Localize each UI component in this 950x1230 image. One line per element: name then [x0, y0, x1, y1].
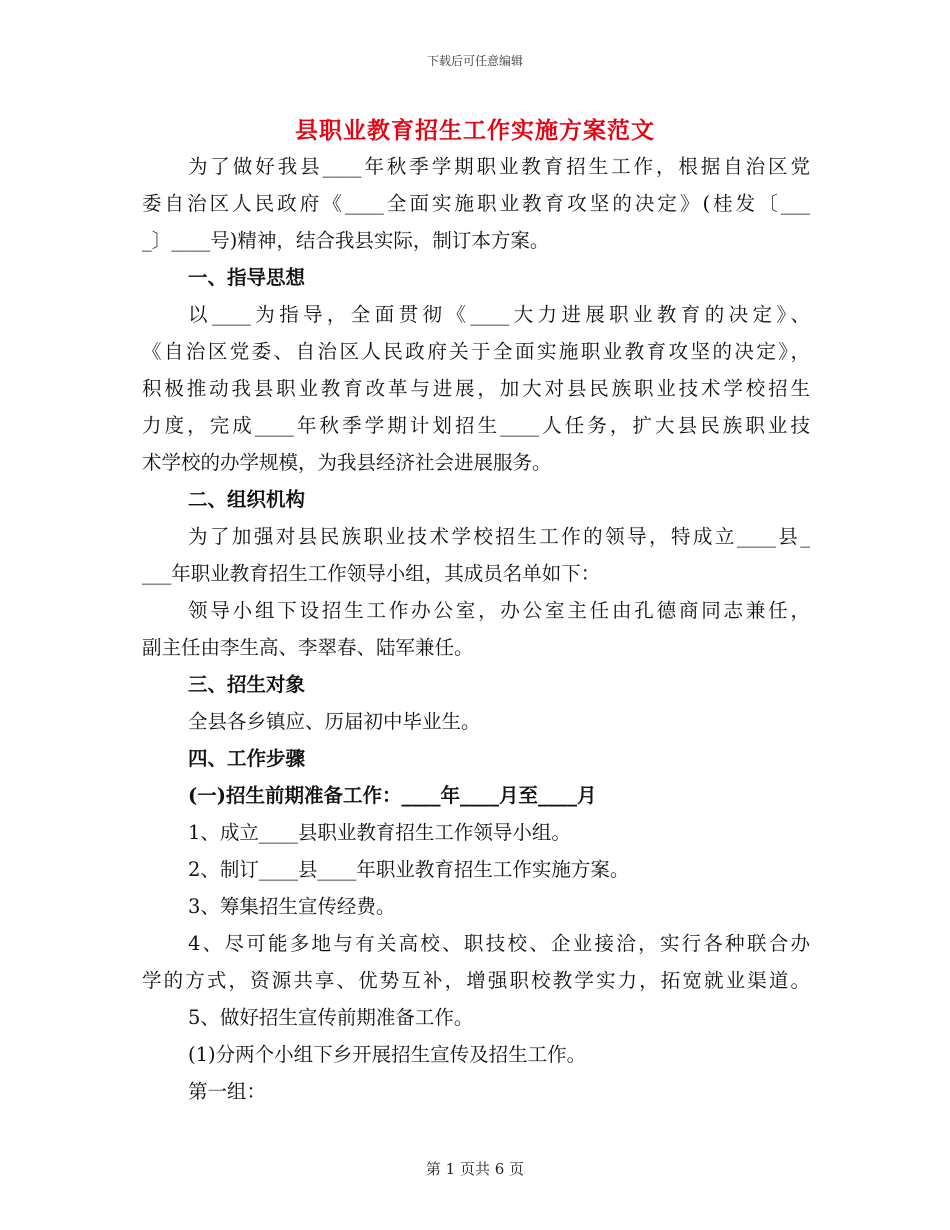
section-heading: 四、工作步骤 [188, 747, 306, 770]
paragraph-line: 第一组： [188, 1080, 267, 1103]
list-item: 5、做好招生宣传前期准备工作。 [188, 1006, 474, 1029]
document-body [142, 148, 810, 1110]
section-heading: 二、组织机构 [188, 488, 306, 511]
paragraph-line: 以____为指导，全面贯彻《____大力进展职业教育的决定》、 [188, 303, 810, 326]
paragraph-line: 为了做好我县____年秋季学期职业教育招生工作，根据自治区党 [188, 155, 810, 178]
page-header-note: 下载后可任意编辑 [426, 54, 523, 68]
list-item: 3、筹集招生宣传经费。 [188, 895, 396, 918]
paragraph-line: 力度，完成____年秋季学期计划招生____人任务，扩大县民族职业技 [142, 414, 810, 437]
page-number: 第 1 页共 6 页 [425, 1160, 525, 1178]
subsection-heading: (一)招生前期准备工作：____年____月至____月 [188, 784, 597, 807]
paragraph-line: 积极推动我县职业教育改革与进展，加大对县民族职业技术学校招生 [142, 377, 810, 400]
list-item: 2、制订____县____年职业教育招生工作实施方案。 [188, 858, 630, 881]
paragraph-line: 领导小组下设招生工作办公室，办公室主任由孔德商同志兼任， [188, 599, 810, 622]
list-item: (1)分两个小组下乡开展招生宣传及招生工作。 [188, 1043, 587, 1066]
list-item: 4、尽可能多地与有关高校、职技校、企业接洽，实行各种联合办 [188, 932, 810, 955]
paragraph-line: 为了加强对县民族职业技术学校招生工作的领导，特成立____县_ [188, 525, 810, 548]
paragraph-line: 全县各乡镇应、历届初中毕业生。 [188, 710, 481, 733]
paragraph-line: ___年职业教育招生工作领导小组，其成员名单如下： [142, 562, 601, 585]
paragraph-line: 学的方式，资源共享、优势互补，增强职校教学实力，拓宽就业渠道。 [142, 969, 810, 992]
document-title: 县职业教育招生工作实施方案范文 [295, 117, 655, 144]
section-heading: 三、招生对象 [188, 673, 306, 696]
paragraph-line: _〕____号)精神，结合我县实际，制订本方案。 [142, 229, 550, 252]
section-heading: 一、指导思想 [188, 266, 306, 289]
list-item: 1、成立____县职业教育招生工作领导小组。 [188, 821, 571, 844]
paragraph-line: 术学校的办学规模，为我县经济社会进展服务。 [142, 451, 552, 474]
paragraph-line: 副主任由李生高、李翠春、陆军兼任。 [142, 636, 474, 659]
paragraph-line: 委自治区人民政府《____全面实施职业教育攻坚的决定》(桂发〔___ [142, 192, 810, 215]
paragraph-line: 《自治区党委、自治区人民政府关于全面实施职业教育攻坚的决定》， [142, 340, 810, 363]
